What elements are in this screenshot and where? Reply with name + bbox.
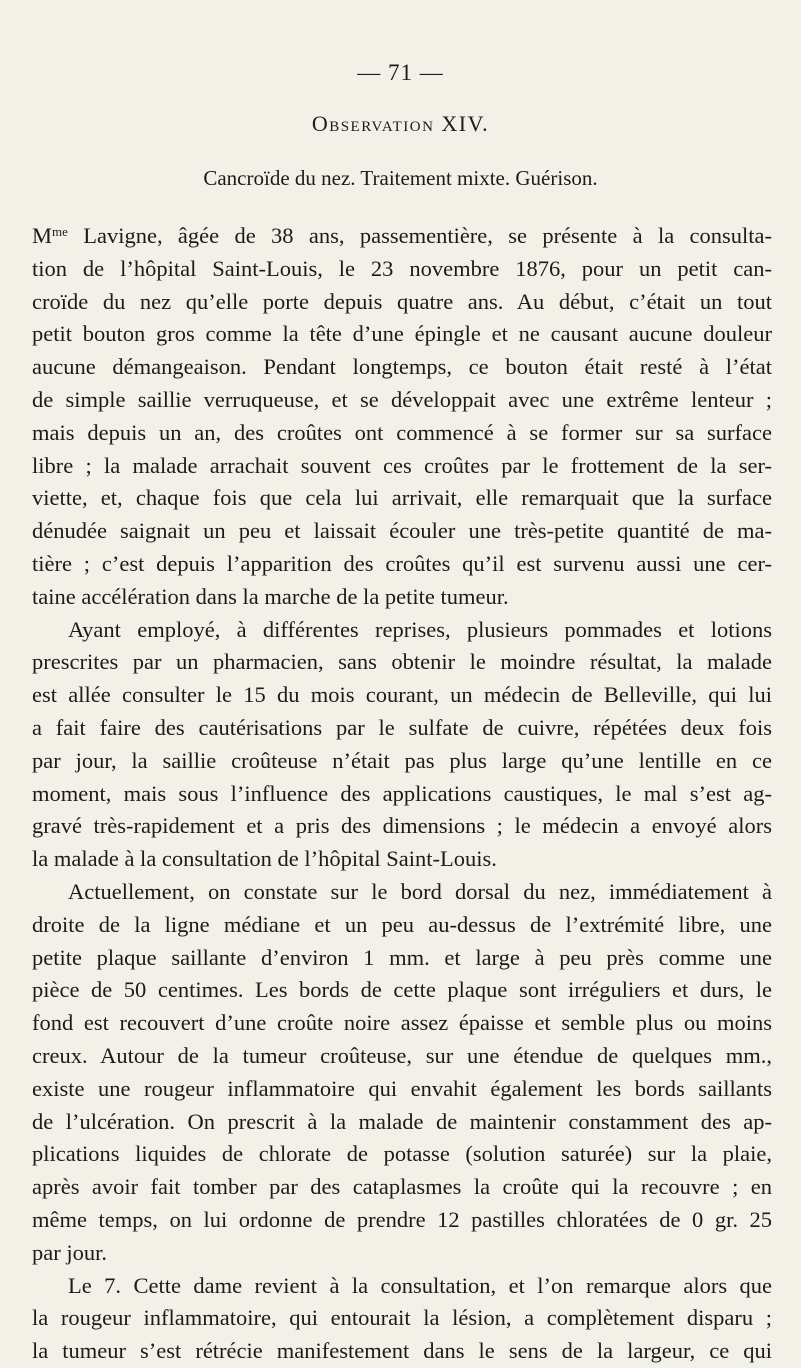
text-line [32,843,772,876]
text-line-content: de l’ulcération. On prescrit à la malade de maintenir constamment des ap- [32,1108,772,1134]
text-line-superscript: me [52,224,68,239]
text-line-content: prescrites par un pharmacien, sans obtenir le moindre résultat, la malade [32,649,772,675]
text-line-content: même temps, on lui ordonne de prendre 12 pastilles chloratées de 0 gr. 25 [32,1206,772,1232]
text-line-content: aucune démangeaison. Pendant longtemps, ce bouton était resté à l’état [32,354,772,380]
text-line-content: Lavigne, âgée de 38 ans, passementière, se présente à la consulta- [67,223,772,248]
text-line [32,1270,772,1303]
text-line-content: Actuellement, on constate sur le bord dorsal du nez, immédiatement à [68,878,772,904]
text-line-content: fond est recouvert d’une croûte noire assez épaisse et semble plus ou moins [32,1010,772,1036]
text-line [32,515,772,548]
text-line-content: mais depuis un an, des croûtes ont commencé à se former sur sa surface [32,419,772,445]
text-line [32,384,772,417]
text-line-content: libre ; la malade arrachait souvent ces croûtes par le frottement de la ser- [32,452,772,478]
text-line [32,942,772,975]
text-line-content: est allée consulter le 15 du mois courant, un médecin de Belleville, qui lui [32,682,772,708]
text-line-content: moment, mais sous l’influence des applications caustiques, le mal s’est ag- [32,780,772,806]
observation-title: Observation XIV. [311,111,490,136]
text-line [32,679,772,712]
text-line [32,1302,772,1335]
text-line-content: tion de l’hôpital Saint-Louis, le 23 novembre 1876, pour un petit can- [32,255,772,281]
text-line-content: dénudée saignait un peu et laissait écouler une très-petite quantité de ma- [32,518,772,544]
text-line [32,712,772,745]
text-line [32,417,772,450]
text-line-content: de simple saillie verruqueuse, et se développait avec une extrême lenteur ; [32,386,772,412]
text-line [32,1335,772,1368]
text-line [32,745,772,778]
text-line-content: creux. Autour de la tumeur croûteuse, sur une étendue de quelques mm., [32,1042,772,1068]
text-line [32,1040,772,1073]
text-line-content: plications liquides de chlorate de potasse (solution saturée) sur la plaie, [32,1141,772,1167]
text-line-content: croïde du nez qu’elle porte depuis quatre ans. Au début, c’était un tout [32,288,772,314]
text-line-content: droite de la ligne médiane et un peu au-dessus de l’extrémité libre, une [32,911,772,937]
text-line-content: a fait faire des cautérisations par le sulfate de cuivre, répétées deux fois [32,714,772,740]
text-line [32,482,772,515]
text-line [32,1138,772,1171]
text-line [32,876,772,909]
text-line [32,1171,772,1204]
text-line [32,778,772,811]
text-line-content: taine accélération dans la marche de la petite tumeur. [32,583,509,609]
observation-body [32,220,772,1368]
text-line [32,1073,772,1106]
text-line [32,253,772,286]
text-line-content: la rougeur inflammatoire, qui entourait la lésion, a complètement disparu ; [32,1305,772,1331]
text-line [32,974,772,1007]
text-line-content: par jour. [32,1239,107,1265]
text-line [32,646,772,679]
text-line [32,810,772,843]
text-line-content: petite plaque saillante d’environ 1 mm. et large à peu près comme une [32,944,772,970]
text-line [32,1106,772,1139]
text-line [32,450,772,483]
text-line-prefix: M [32,223,53,248]
text-line-content: viette, et, chaque fois que cela lui arrivait, elle remarquait que la surface [32,485,772,511]
text-line [32,614,772,647]
text-line-content: après avoir fait tomber par des cataplasmes la croûte qui la recouvre ; en [32,1174,772,1200]
text-line [32,220,772,253]
text-line [32,1007,772,1040]
text-line [32,581,772,614]
text-line-content: petit bouton gros comme la tête d’une épingle et ne causant aucune douleur [32,321,772,347]
text-line-content: Ayant employé, à différentes reprises, plusieurs pommades et lotions [68,616,772,642]
text-line-content: Le 7. Cette dame revient à la consultation, et l’on remarque alors que [68,1272,772,1298]
text-line [32,909,772,942]
text-line-content: la tumeur s’est rétrécie manifestement dans le sens de la largeur, ce qui [32,1338,772,1364]
text-line [32,1237,772,1270]
text-line [32,548,772,581]
observation-subtitle: Cancroïde du nez. Traitement mixte. Guérison. [203,166,598,190]
text-line [32,318,772,351]
text-line [32,351,772,384]
page-number: — 71 — [357,60,444,85]
text-line-content: tière ; c’est depuis l’apparition des croûtes qu’il est survenu aussi une cer- [32,550,772,576]
text-line-content: pièce de 50 centimes. Les bords de cette plaque sont irréguliers et durs, le [32,977,772,1003]
text-line-content: la malade à la consultation de l’hôpital Saint-Louis. [32,846,497,872]
text-line-content: par jour, la saillie croûteuse n’était pas plus large qu’une lentille en ce [32,747,772,773]
text-line-content: existe une rougeur inflammatoire qui envahit également les bords saillants [32,1075,772,1101]
text-line-content: gravé très-rapidement et a pris des dimensions ; le médecin a envoyé alors [32,813,772,839]
text-line [32,1204,772,1237]
text-line [32,286,772,319]
